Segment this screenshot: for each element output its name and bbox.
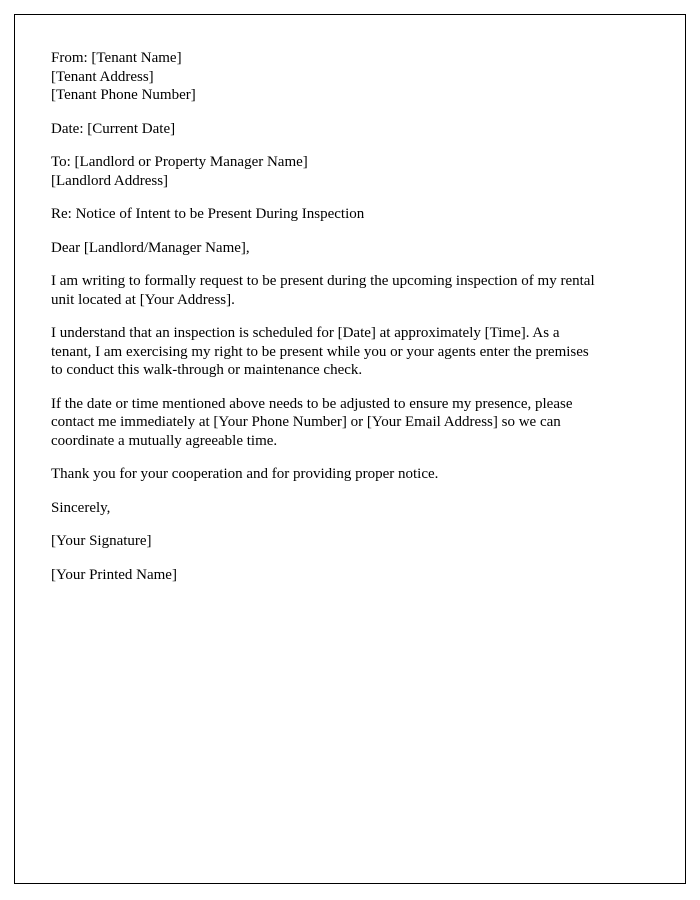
printed-name-block xyxy=(51,566,601,585)
closing-block xyxy=(51,499,601,518)
letter-page xyxy=(14,14,686,884)
body-paragraph-1 xyxy=(51,272,601,309)
paragraph-text: Thank you for your cooperation and for providing proper notice. xyxy=(51,466,439,482)
signature-block xyxy=(51,532,601,551)
sender-from-line: From: [Tenant Name] xyxy=(51,50,182,66)
recipient-block xyxy=(51,153,601,190)
sender-phone-line: [Tenant Phone Number] xyxy=(51,87,196,103)
date-block xyxy=(51,120,601,139)
body-paragraph-4 xyxy=(51,465,601,484)
sender-address-line: [Tenant Address] xyxy=(51,68,154,85)
salutation-line: Dear [Landlord/Manager Name], xyxy=(51,239,250,256)
paragraph-text: If the date or time mentioned above needs to be adjusted to ensure my presence, please contact me immediately at [Your Phone Number] or [Your Email Address] so we can coordinate a mutually agreeable time. xyxy=(51,395,573,449)
signature-line: [Your Signature] xyxy=(51,533,152,549)
sender-block xyxy=(51,49,601,105)
printed-name-line: [Your Printed Name] xyxy=(51,566,177,583)
paragraph-text: I am writing to formally request to be present during the upcoming inspection of my rental unit located at [Your Address]. xyxy=(51,273,595,308)
subject-line: Re: Notice of Intent to be Present During Inspection xyxy=(51,206,365,222)
recipient-address-line: [Landlord Address] xyxy=(51,172,169,189)
paragraph-text: I understand that an inspection is scheduled for [Date] at approximately [Time]. As a tenant, I am exercising my right to be present while you or your agents enter the premises to conduct this walk-through or maintenance check. xyxy=(51,325,589,378)
subject-block xyxy=(51,205,601,224)
closing-line: Sincerely, xyxy=(51,499,111,516)
letter-content xyxy=(15,15,651,629)
recipient-to-line: To: [Landlord or Property Manager Name] xyxy=(51,154,308,170)
date-line: Date: [Current Date] xyxy=(51,120,176,137)
body-paragraph-3 xyxy=(51,395,601,451)
body-paragraph-2 xyxy=(51,324,601,380)
salutation-block xyxy=(51,239,601,258)
